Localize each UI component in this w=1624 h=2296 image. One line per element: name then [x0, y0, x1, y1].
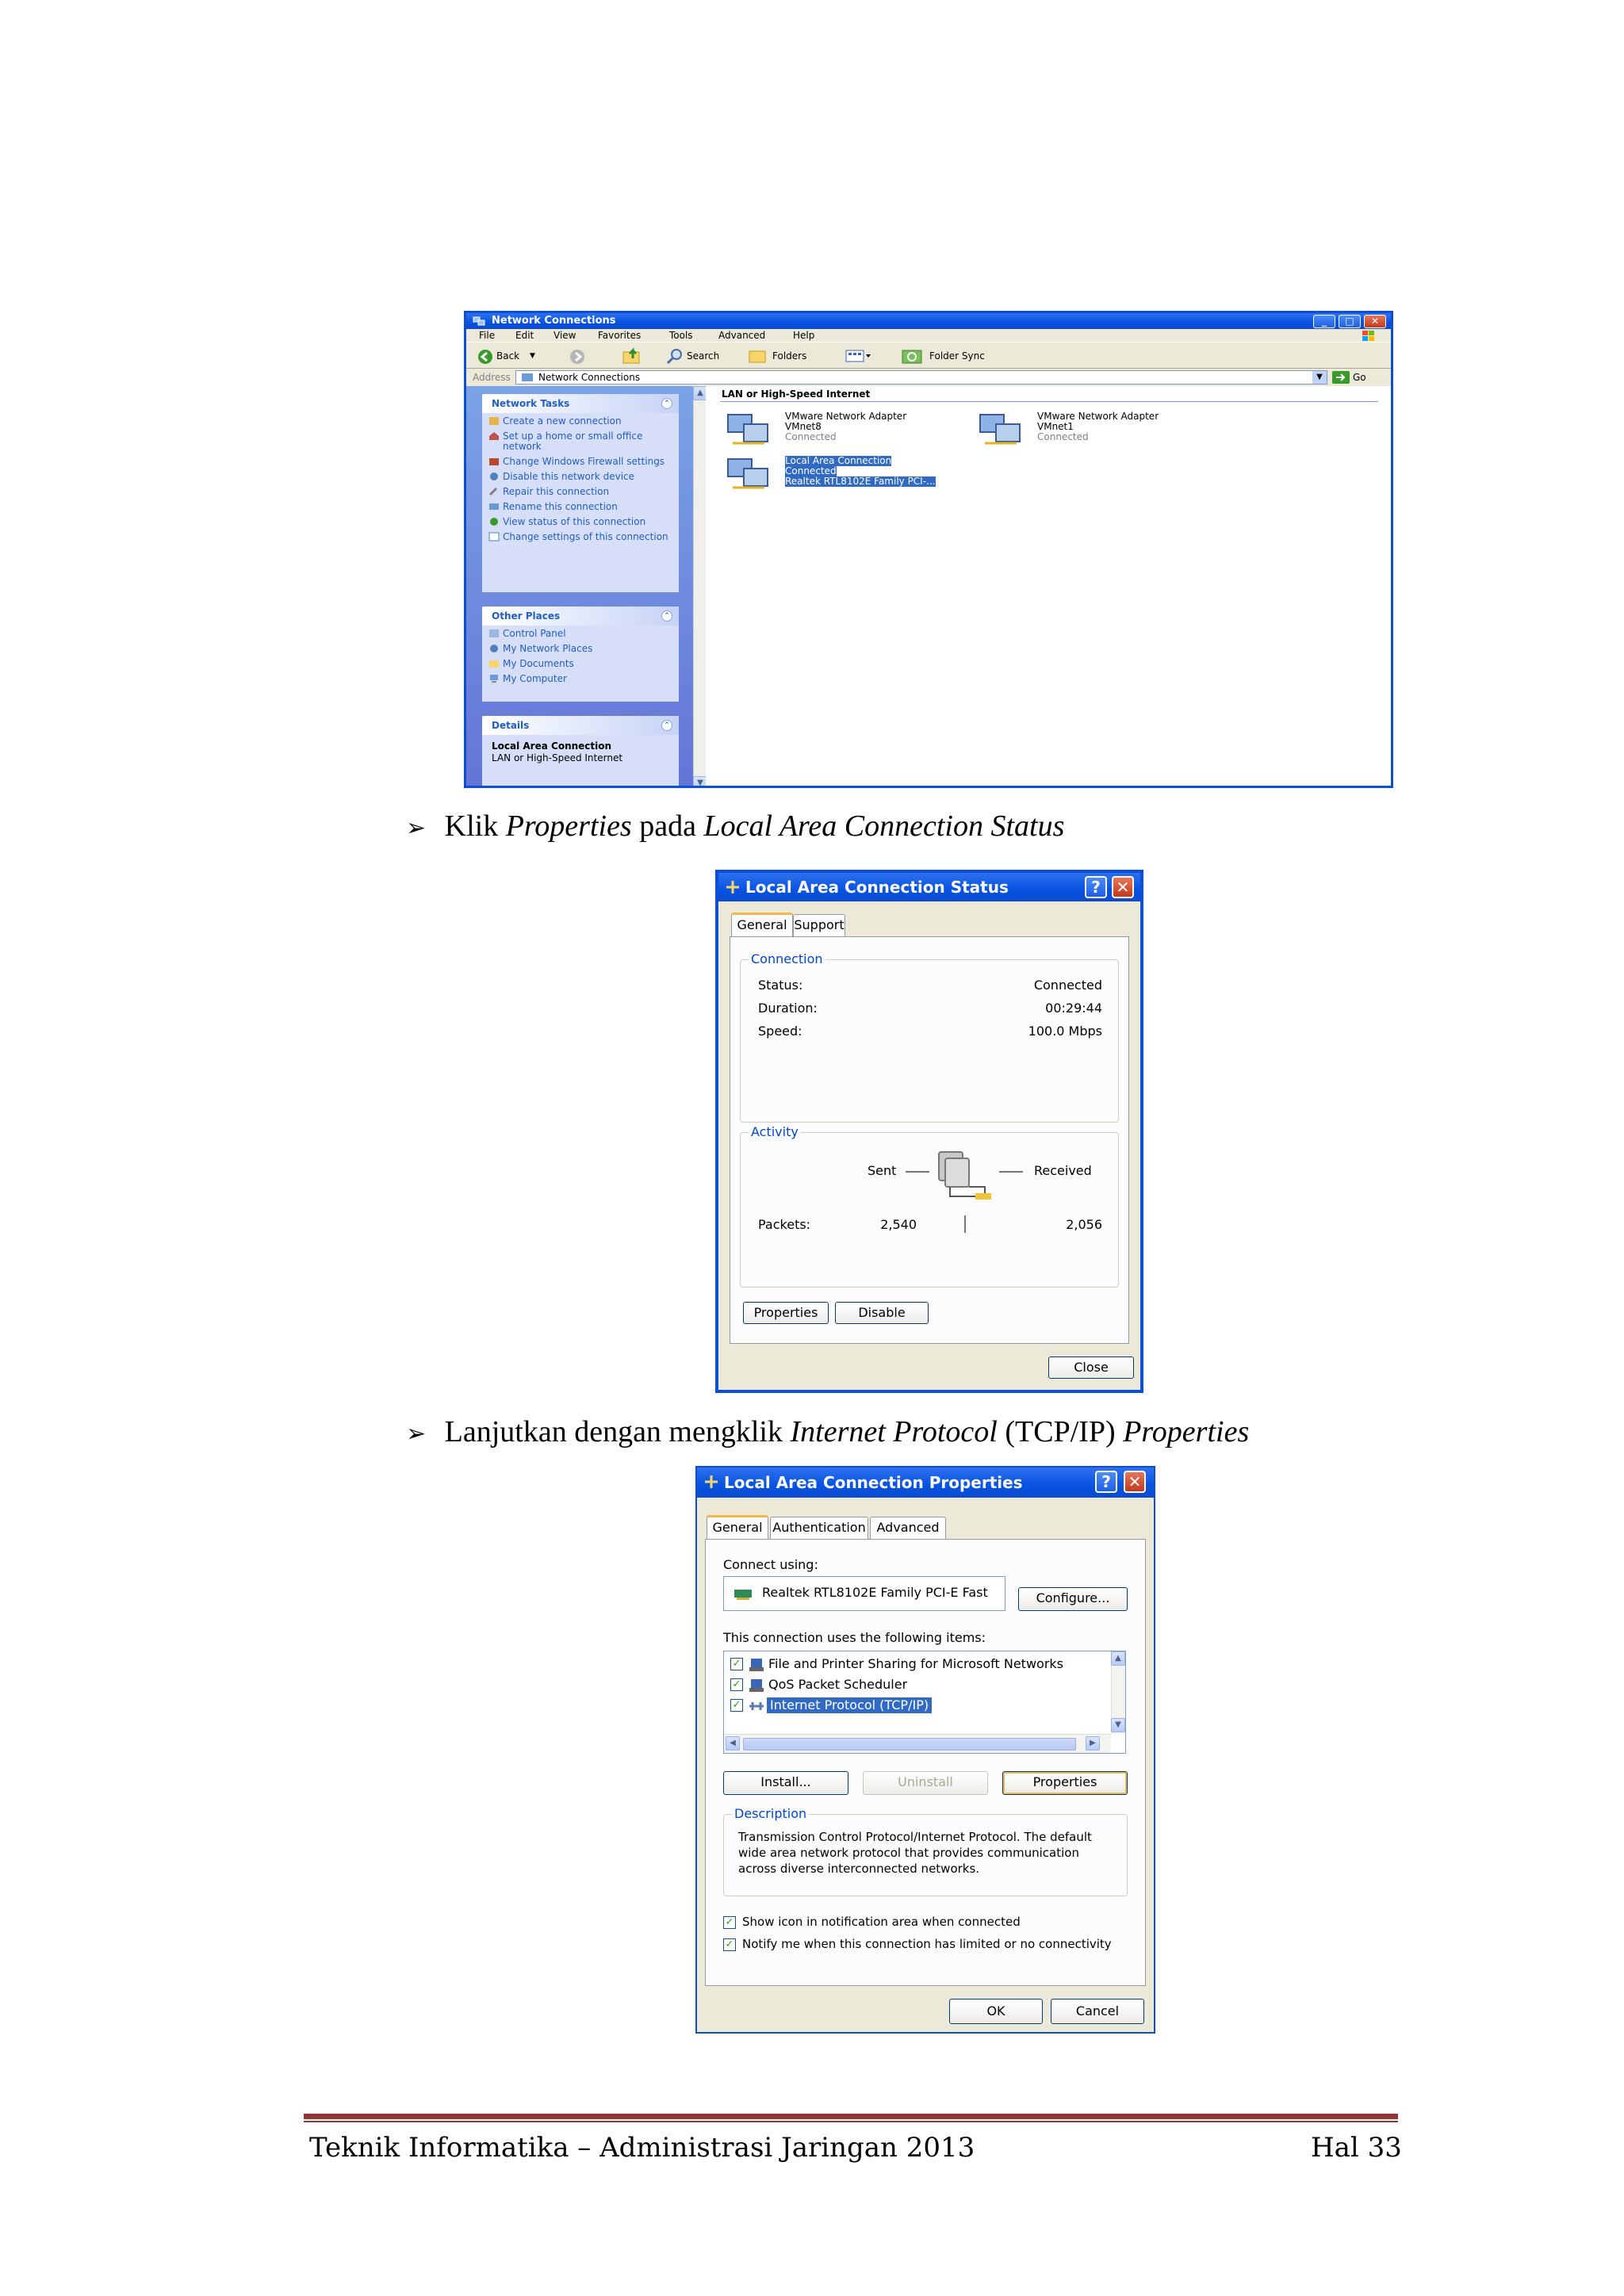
go-button[interactable]: Go: [1353, 372, 1366, 383]
nc-title: Network Connections: [492, 315, 616, 327]
tab-general[interactable]: General: [707, 1515, 768, 1539]
place-my-network-places[interactable]: My Network Places: [482, 644, 679, 654]
components-list[interactable]: [723, 1651, 1126, 1754]
caption-step-2: ➢ Lanjutkan dengan mengklik Internet Protocol (TCP/IP) Properties: [406, 1415, 1250, 1448]
toolbar: [466, 342, 1391, 369]
disable-button[interactable]: Disable: [835, 1302, 929, 1324]
details-header[interactable]: Details ⌃: [482, 716, 679, 735]
close-x-button[interactable]: ✕: [1112, 876, 1134, 898]
footer-rule-thick: [304, 2114, 1398, 2119]
task-pane-scrollbar[interactable]: [693, 386, 706, 788]
speed-value: 100.0 Mbps: [1028, 1024, 1102, 1039]
group-header: LAN or High-Speed Internet: [722, 388, 871, 400]
sent-line: [906, 1171, 929, 1173]
status-value: Connected: [1033, 978, 1102, 993]
protocol-icon: [748, 1699, 765, 1713]
packets-sent-value: 2,540: [880, 1217, 917, 1232]
task-firewall[interactable]: Change Windows Firewall settings: [482, 457, 679, 467]
help-button[interactable]: ?: [1095, 1471, 1117, 1493]
folder-sync-icon[interactable]: [901, 347, 925, 365]
show-icon-checkbox[interactable]: ✓: [723, 1916, 736, 1929]
search-button[interactable]: Search: [687, 350, 720, 362]
menu-edit[interactable]: Edit: [515, 330, 534, 341]
scroll-up-icon[interactable]: ▲: [693, 386, 707, 400]
description-groupbox: [723, 1806, 1128, 1896]
status-icon: [488, 517, 500, 526]
folders-button[interactable]: Folders: [772, 350, 807, 362]
scroll-down-icon[interactable]: ▼: [1111, 1718, 1125, 1732]
connection-vmnet1[interactable]: VMware Network Adapter VMnet1 Connected: [977, 411, 1231, 451]
repair-icon: [488, 487, 500, 496]
address-dropdown-icon[interactable]: ▼: [1312, 371, 1327, 384]
close-button[interactable]: ✕: [1364, 315, 1386, 328]
duration-label: Duration:: [758, 1001, 818, 1016]
show-icon-option[interactable]: ✓ Show icon in notification area when connected: [723, 1914, 1136, 1931]
status-titlebar: Local Area Connection Status ? ✕: [718, 873, 1140, 901]
details-name: Local Area Connection: [492, 740, 612, 752]
connect-using-label: Connect using:: [723, 1557, 818, 1572]
activity-groupbox: [740, 1124, 1119, 1288]
maximize-button[interactable]: □: [1339, 315, 1361, 328]
item-qos-scheduler[interactable]: ✓ QoS Packet Scheduler: [730, 1677, 1103, 1694]
item-checkbox[interactable]: ✓: [730, 1699, 743, 1712]
lan-icon: [725, 879, 741, 895]
status-label: Status:: [758, 978, 803, 993]
tab-support[interactable]: Support: [793, 914, 845, 936]
task-home-network[interactable]: Set up a home or small office network: [482, 431, 679, 452]
details-sub: LAN or High-Speed Internet: [492, 752, 623, 763]
item-file-printer-sharing[interactable]: ✓ File and Printer Sharing for Microsoft Networks: [730, 1656, 1103, 1674]
documents-folder-icon: [488, 659, 500, 668]
sent-label: Sent: [868, 1163, 897, 1178]
address-field[interactable]: [515, 370, 1327, 385]
description-group-label: Description: [732, 1806, 809, 1822]
properties-dialog: [695, 1466, 1155, 2034]
back-dropdown-icon[interactable]: ▼: [530, 352, 535, 360]
packets-divider: [964, 1215, 966, 1233]
network-connections-icon: [473, 316, 485, 327]
scroll-down-icon[interactable]: ▼: [693, 776, 707, 788]
place-my-computer[interactable]: My Computer: [482, 674, 679, 684]
network-tasks-box: [482, 394, 679, 592]
caption-step-1: ➢ Klik Properties pada Local Area Connection Status: [406, 809, 1065, 843]
views-icon[interactable]: [845, 349, 872, 363]
address-bar: [466, 369, 1391, 386]
search-icon[interactable]: [666, 347, 684, 365]
disable-icon: [488, 472, 500, 481]
menu-view[interactable]: View: [553, 330, 576, 341]
network-tasks-header[interactable]: Network Tasks ⌃: [482, 394, 679, 413]
bullet-arrow-icon: ➢: [406, 814, 427, 842]
connection-groupbox: [740, 951, 1119, 1123]
network-adapter-icon: [725, 411, 774, 450]
menu-bar: [466, 329, 1391, 342]
scroll-up-icon[interactable]: ▲: [1111, 1651, 1125, 1666]
connection-local-area[interactable]: Local Area Connection Connected Realtek RTL8102E Family PCI-...: [725, 456, 979, 496]
firewall-icon: [488, 457, 500, 466]
network-card-icon: [733, 1588, 754, 1601]
status-general-panel: [730, 936, 1129, 1344]
menu-tools[interactable]: Tools: [669, 330, 693, 341]
packets-received-value: 2,056: [1066, 1217, 1102, 1232]
list-horizontal-scrollbar[interactable]: [724, 1734, 1111, 1753]
received-label: Received: [1034, 1163, 1092, 1178]
cancel-button[interactable]: Cancel: [1051, 1999, 1144, 2024]
task-view-status[interactable]: View status of this connection: [482, 517, 679, 527]
notify-option[interactable]: ✓ Notify me when this connection has limited or no connectivity: [723, 1936, 1136, 1954]
task-rename[interactable]: Rename this connection: [482, 502, 679, 512]
footer-rule-thin: [304, 2121, 1398, 2122]
service-icon: [748, 1678, 765, 1693]
lan-icon: [703, 1474, 719, 1490]
connection-vmnet8[interactable]: VMware Network Adapter VMnet8 Connected: [725, 411, 979, 451]
list-vertical-scrollbar[interactable]: [1111, 1651, 1125, 1734]
collapse-icon[interactable]: ⌃: [661, 610, 672, 622]
close-button[interactable]: Close: [1048, 1357, 1134, 1379]
service-icon: [748, 1658, 765, 1672]
ok-button[interactable]: OK: [949, 1999, 1043, 2024]
other-places-box: [482, 607, 679, 702]
menu-file[interactable]: File: [479, 330, 496, 341]
item-checkbox[interactable]: ✓: [730, 1658, 743, 1670]
network-places-icon: [488, 644, 500, 653]
network-connections-window: [464, 311, 1393, 788]
collapse-icon[interactable]: ⌃: [661, 398, 672, 409]
home-network-icon: [488, 431, 500, 441]
control-panel-icon: [488, 629, 500, 638]
settings-icon: [488, 532, 500, 541]
bullet-arrow-icon: ➢: [406, 1420, 427, 1448]
menu-favorites[interactable]: Favorites: [598, 330, 642, 341]
packets-label: Packets:: [758, 1217, 811, 1232]
address-value: Network Connections: [538, 372, 641, 383]
new-connection-icon: [488, 416, 500, 426]
menu-help[interactable]: Help: [793, 330, 815, 341]
items-label: This connection uses the following items:: [723, 1630, 986, 1645]
folder-sync-button[interactable]: Folder Sync: [929, 350, 985, 362]
tab-authentication[interactable]: Authentication: [770, 1517, 868, 1539]
task-change-settings[interactable]: Change settings of this connection: [482, 532, 679, 542]
install-button[interactable]: Install...: [723, 1771, 848, 1795]
folders-icon[interactable]: [749, 349, 769, 363]
nc-titlebar: [466, 313, 1391, 329]
configure-button[interactable]: Configure...: [1018, 1587, 1128, 1611]
tab-general[interactable]: General: [731, 913, 793, 936]
received-line: [999, 1171, 1023, 1173]
scroll-thumb[interactable]: [743, 1738, 1076, 1751]
tcpip-properties-button[interactable]: Properties: [1002, 1771, 1128, 1795]
place-my-documents[interactable]: My Documents: [482, 659, 679, 669]
go-arrow-icon[interactable]: [1332, 371, 1350, 384]
minimize-button[interactable]: _: [1313, 315, 1335, 328]
tab-advanced[interactable]: Advanced: [870, 1517, 946, 1539]
network-folder-icon: [521, 372, 534, 383]
connections-pane: [706, 386, 1391, 788]
page-number: Hal 33: [1311, 2132, 1402, 2164]
task-pane: [466, 386, 693, 788]
task-disable-device[interactable]: Disable this network device: [482, 472, 679, 482]
footer-title: Teknik Informatika – Administrasi Jaringan 2013: [309, 2132, 975, 2164]
activity-group-label: Activity: [749, 1124, 801, 1140]
task-create-connection[interactable]: Create a new connection: [482, 416, 679, 427]
details-box: [482, 716, 679, 788]
duration-value: 00:29:44: [1045, 1001, 1102, 1016]
place-control-panel[interactable]: Control Panel: [482, 629, 679, 639]
help-button[interactable]: ?: [1085, 876, 1107, 898]
speed-label: Speed:: [758, 1024, 802, 1039]
windows-logo-icon: [1358, 329, 1380, 342]
back-button[interactable]: Back: [496, 350, 520, 362]
computer-icon: [488, 674, 500, 683]
menu-advanced[interactable]: Advanced: [718, 330, 766, 341]
status-dialog: [715, 870, 1143, 1393]
rename-icon: [488, 502, 500, 511]
item-checkbox[interactable]: ✓: [730, 1678, 743, 1691]
collapse-icon[interactable]: ⌃: [661, 720, 672, 731]
scroll-right-icon[interactable]: ▶: [1086, 1736, 1100, 1751]
network-adapter-icon: [977, 411, 1026, 450]
description-text: Transmission Control Protocol/Internet Protocol. The default wide area network protocol that provides communication across diverse interconnected networks.: [738, 1830, 1092, 1876]
address-label: Address: [473, 372, 511, 383]
connection-group-label: Connection: [749, 951, 825, 967]
properties-titlebar: Local Area Connection Properties ? ✕: [697, 1468, 1154, 1498]
task-repair[interactable]: Repair this connection: [482, 487, 679, 497]
scroll-left-icon[interactable]: ◀: [726, 1736, 740, 1751]
properties-button[interactable]: Properties: [743, 1302, 829, 1324]
item-tcp-ip[interactable]: ✓ Internet Protocol (TCP/IP): [730, 1697, 1103, 1715]
activity-computers-icon: [934, 1147, 994, 1203]
forward-arrow-icon[interactable]: [569, 349, 585, 365]
back-arrow-icon[interactable]: [477, 349, 493, 365]
up-folder-icon[interactable]: [622, 347, 642, 365]
other-places-header[interactable]: Other Places ⌃: [482, 607, 679, 626]
adapter-field: [723, 1576, 1005, 1611]
group-divider: [720, 401, 1378, 402]
properties-general-panel: [705, 1539, 1146, 1986]
notify-checkbox[interactable]: ✓: [723, 1938, 736, 1951]
adapter-name: Realtek RTL8102E Family PCI-E Fast: [762, 1585, 988, 1600]
network-adapter-icon: [725, 456, 774, 494]
uninstall-button: Uninstall: [863, 1771, 988, 1795]
close-x-button[interactable]: ✕: [1124, 1471, 1146, 1493]
